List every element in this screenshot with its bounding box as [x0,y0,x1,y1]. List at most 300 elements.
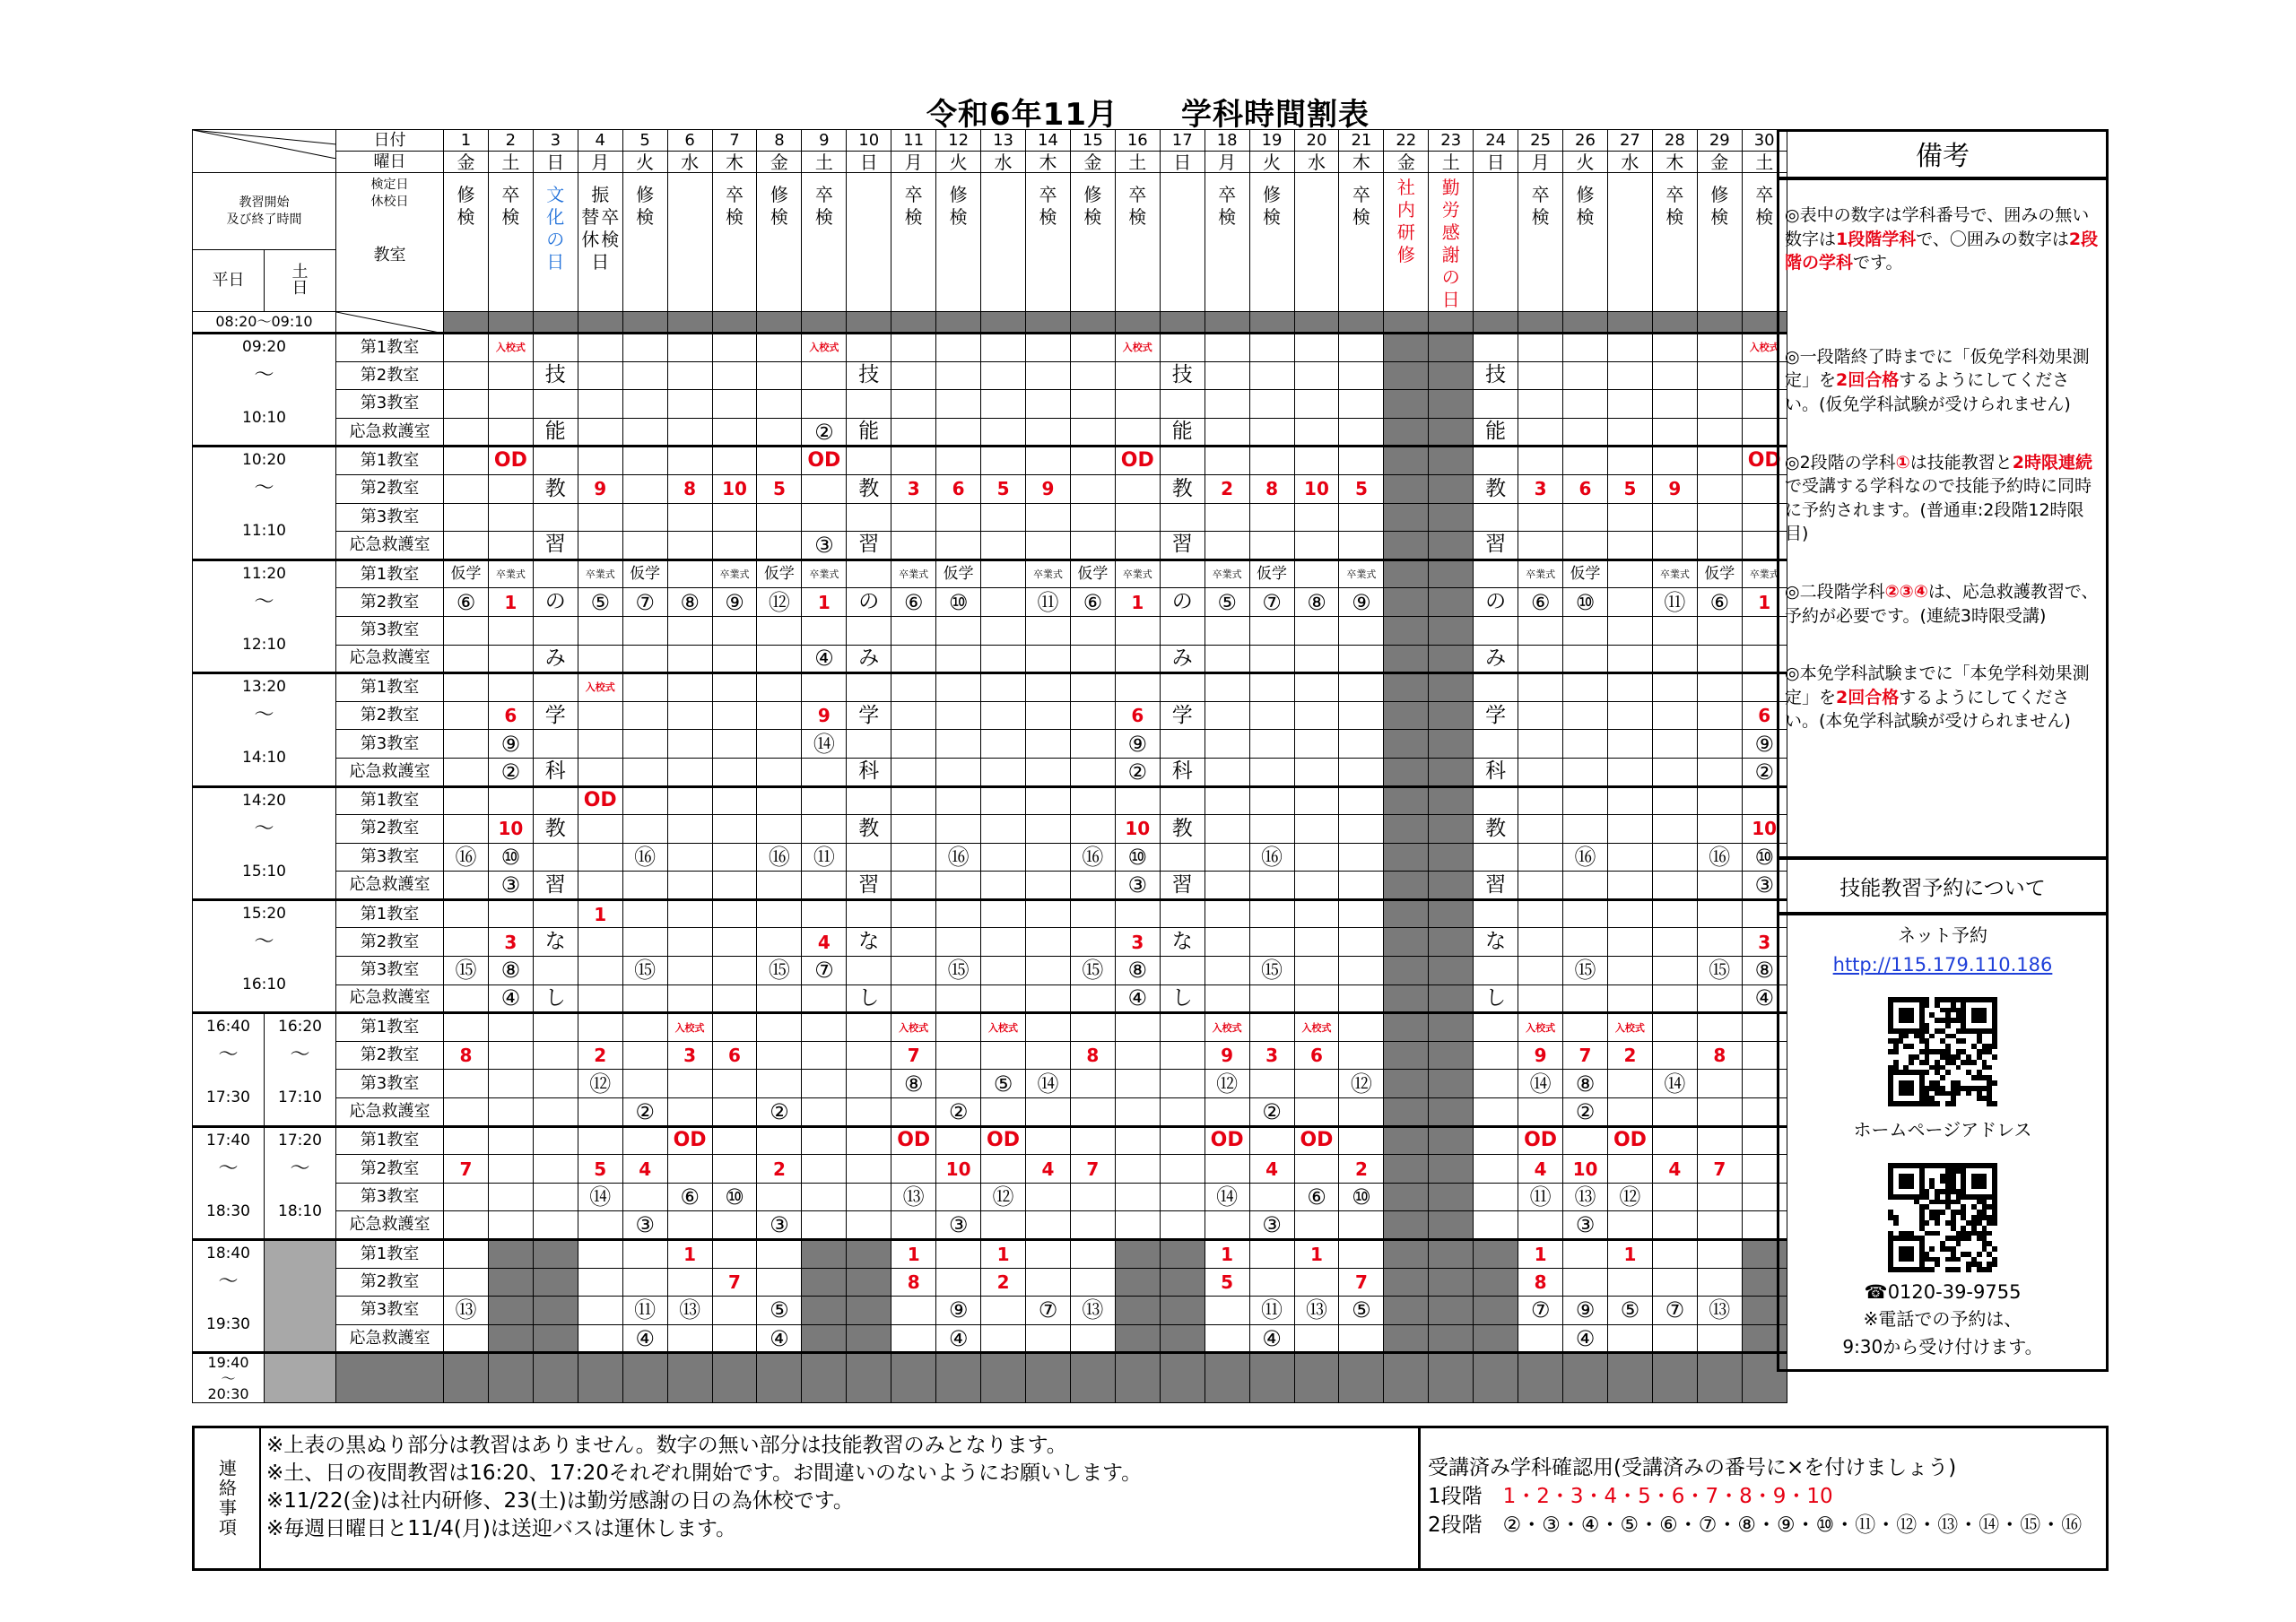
class-cell [712,503,757,532]
class-cell [488,1183,533,1211]
class-cell [1429,474,1474,503]
class-cell [488,616,533,645]
closed-cell [1025,1353,1070,1403]
class-cell [1384,588,1429,617]
class-cell [891,815,936,844]
date-cell: 3 [533,130,578,152]
class-cell [488,1013,533,1042]
exam-cell: 卒 検 [1025,173,1070,312]
class-cell [488,1297,533,1325]
class-cell [981,872,1026,900]
class-cell [1563,673,1608,702]
dow-cell: 土 [802,152,847,173]
remarks-panel [1777,178,2109,859]
class-cell [712,843,757,872]
class-cell [1429,872,1474,900]
class-cell [622,418,667,447]
class-cell: ⑬ [1070,1297,1115,1325]
closed-cell [336,1353,444,1403]
class-cell [444,758,489,786]
class-cell [1070,1324,1115,1353]
class-cell [533,899,578,928]
class-cell [757,786,802,815]
class-cell [1607,758,1652,786]
class-cell [1429,1098,1474,1127]
class-cell [667,928,712,957]
class-cell [444,334,489,362]
class-cell [444,1013,489,1042]
class-cell: 仮学 [936,559,981,588]
class-cell: 8 [1518,1268,1563,1297]
class-cell: 卒業式 [1205,559,1249,588]
class-cell [1115,616,1160,645]
class-cell: 2 [981,1268,1026,1297]
stage2-row [1428,1511,2099,1540]
classroom-label: 応急救護室 [336,418,444,447]
net-reservation-label: ネット予約 [1898,924,1987,946]
dow-cell: 日 [1474,152,1518,173]
class-cell [1384,1126,1429,1155]
class-cell [1652,984,1697,1013]
class-cell: ⑥ [891,588,936,617]
class-cell [444,645,489,673]
time-slot-weekday: 15:20 ～ 16:10 [193,899,336,1012]
exam-cell: 修 検 [1070,173,1115,312]
class-cell [1294,1098,1339,1127]
class-cell [1607,701,1652,730]
class-cell [802,1211,847,1240]
class-cell [1563,418,1608,447]
class-cell [1429,928,1474,957]
date-cell: 11 [891,130,936,152]
class-cell: 8 [1249,474,1294,503]
class-cell [1249,786,1294,815]
class-cell [891,334,936,362]
date-cell: 4 [578,130,622,152]
class-cell [622,390,667,419]
date-cell: 17 [1160,130,1205,152]
class-cell [622,503,667,532]
closed-cell [1294,1353,1339,1403]
class-cell [757,815,802,844]
classroom-label: 第1教室 [336,899,444,928]
class-cell [981,1098,1026,1127]
date-cell: 2 [488,130,533,152]
dow-cell: 水 [981,152,1026,173]
class-cell: 入校式 [1607,1013,1652,1042]
class-cell: ⑦ [802,957,847,985]
class-cell [1429,1070,1474,1098]
class-cell [757,1268,802,1297]
class-cell [1384,1070,1429,1098]
class-cell: 1 [1205,1240,1249,1269]
class-cell [578,447,622,475]
class-cell [891,447,936,475]
class-cell [1697,1070,1742,1098]
class-cell [1205,758,1249,786]
classroom-label: 第1教室 [336,786,444,815]
exam-cell: 卒 検 [1115,173,1160,312]
class-cell: 仮学 [757,559,802,588]
class-cell: ⑪ [622,1297,667,1325]
class-cell [1607,1268,1652,1297]
class-cell [1294,418,1339,447]
dow-cell: 木 [1652,152,1697,173]
class-cell [1115,1324,1160,1353]
class-cell [1025,928,1070,957]
class-cell: ⑯ [444,843,489,872]
class-cell [891,361,936,390]
class-cell: ④ [488,984,533,1013]
class-cell [1518,843,1563,872]
class-cell [1070,928,1115,957]
class-cell [1652,361,1697,390]
class-cell [1025,1126,1070,1155]
exam-cell [1160,173,1205,312]
class-cell [1249,645,1294,673]
closed-cell [1160,312,1205,334]
class-cell [1474,559,1518,588]
class-cell [667,843,712,872]
class-cell: 入校式 [667,1013,712,1042]
class-cell [1249,899,1294,928]
class-cell [1607,334,1652,362]
class-cell [1652,616,1697,645]
class-cell: 5 [1607,474,1652,503]
class-cell: ⑪ [1652,588,1697,617]
class-cell [1429,1324,1474,1353]
class-cell [578,361,622,390]
class-cell [1384,418,1429,447]
class-cell: み [533,645,578,673]
class-cell [444,928,489,957]
class-cell [1070,730,1115,759]
closed-cell [847,1353,891,1403]
time-slot-weekday: 18:40 ～ 19:30 [193,1240,265,1353]
qr-code-icon[interactable] [1888,997,1997,1106]
class-cell [1474,503,1518,532]
class-cell: ⑩ [1742,843,1787,872]
class-cell [757,1070,802,1098]
class-cell [578,1240,622,1269]
homepage-address-label: ホームページアドレス [1853,1119,2032,1141]
class-cell [1607,361,1652,390]
dow-cell: 土 [1429,152,1474,173]
class-cell [1474,1070,1518,1098]
class-cell [578,616,622,645]
class-cell: ⑮ [1563,957,1608,985]
class-cell [1697,786,1742,815]
class-cell [757,899,802,928]
class-cell [936,1041,981,1070]
class-cell [936,758,981,786]
class-cell [622,361,667,390]
classroom-label: 応急救護室 [336,1324,444,1353]
class-cell [1339,447,1384,475]
class-cell: 7 [1697,1155,1742,1184]
class-cell: ⑥ [1697,588,1742,617]
class-cell [712,1297,757,1325]
time-slot-weekday: 16:40 ～ 17:30 [193,1013,265,1126]
class-cell [1652,418,1697,447]
dow-cell: 火 [622,152,667,173]
class-cell: 入校式 [1115,334,1160,362]
class-cell [1205,418,1249,447]
date-cell: 1 [444,130,489,152]
class-cell [1474,447,1518,475]
class-cell [1070,1240,1115,1269]
class-cell [444,1211,489,1240]
exam-cell: 修 検 [757,173,802,312]
class-cell: 能 [847,418,891,447]
class-cell [981,899,1026,928]
class-cell [1607,616,1652,645]
class-cell [667,673,712,702]
class-cell: ⑧ [1742,957,1787,985]
class-cell: 入校式 [1742,334,1787,362]
closed-cell [1384,312,1429,334]
class-cell [1115,1070,1160,1098]
time-slot-weekend: 17:20 ～ 18:10 [265,1126,336,1239]
class-cell [578,1211,622,1240]
class-cell [936,701,981,730]
class-cell: 習 [847,532,891,560]
closed-cell [1652,312,1697,334]
class-cell [1294,957,1339,985]
class-cell [1294,928,1339,957]
class-cell: ⑩ [1339,1183,1384,1211]
class-cell [622,1126,667,1155]
class-cell [444,1070,489,1098]
classroom-label: 第1教室 [336,334,444,362]
class-cell [1429,730,1474,759]
class-cell: 仮学 [1070,559,1115,588]
class-cell [1205,899,1249,928]
class-cell: ⑨ [1115,730,1160,759]
class-cell [757,1126,802,1155]
class-cell [891,786,936,815]
class-cell [1339,872,1384,900]
time-1940: 19:40 ～ 20:30 [193,1353,265,1403]
class-cell [1474,673,1518,702]
class-cell [1518,1211,1563,1240]
class-cell: ⑥ [1518,588,1563,617]
class-cell [891,701,936,730]
class-cell [1160,843,1205,872]
class-cell: ⑫ [981,1183,1026,1211]
dow-cell: 木 [1025,152,1070,173]
class-cell [1697,361,1742,390]
class-cell [1115,1098,1160,1127]
class-cell [533,673,578,702]
class-cell: ③ [1115,872,1160,900]
class-cell: 10 [1294,474,1339,503]
class-cell [891,673,936,702]
class-cell: ⑬ [1294,1297,1339,1325]
class-cell: 8 [444,1041,489,1070]
class-cell: ③ [622,1211,667,1240]
class-cell [802,1268,847,1297]
closed-cell [578,1353,622,1403]
classroom-label: 第3教室 [336,390,444,419]
class-cell: 教 [1160,474,1205,503]
class-cell: な [533,928,578,957]
class-cell [847,673,891,702]
class-cell [1384,447,1429,475]
class-cell: 4 [802,928,847,957]
class-cell [936,503,981,532]
class-cell [1025,503,1070,532]
class-cell [936,1070,981,1098]
note-line: ※土、日の夜間教習は16:20、17:20それぞれ開始です。お間違いのないようにお願いします。 [266,1462,1143,1486]
class-cell: ⑬ [1563,1183,1608,1211]
class-cell [1697,872,1742,900]
date-cell: 20 [1294,130,1339,152]
class-cell: の [533,588,578,617]
class-cell [1070,447,1115,475]
time-0820: 08:20～09:10 [193,312,336,334]
class-cell [757,503,802,532]
class-cell: 技 [533,361,578,390]
class-cell [1607,1155,1652,1184]
class-cell: ⑧ [488,957,533,985]
class-cell: 教 [1474,474,1518,503]
class-cell: ⑫ [1339,1070,1384,1098]
class-cell [1160,899,1205,928]
class-cell: 2 [1205,474,1249,503]
class-cell: OD [1294,1126,1339,1155]
class-cell [757,673,802,702]
class-cell [1115,361,1160,390]
class-cell [1384,1268,1429,1297]
class-cell: 教 [847,474,891,503]
class-cell [488,1240,533,1269]
exam-cell: 修 検 [1697,173,1742,312]
class-cell [622,701,667,730]
class-cell [533,1297,578,1325]
class-cell [936,730,981,759]
class-cell [1518,334,1563,362]
class-cell [488,1041,533,1070]
class-cell [891,928,936,957]
dow-cell: 土 [1115,152,1160,173]
exam-cell: 卒 検 [488,173,533,312]
class-cell: ⑯ [936,843,981,872]
class-cell [444,532,489,560]
class-cell [847,1098,891,1127]
class-cell: 科 [847,758,891,786]
class-cell [1697,730,1742,759]
class-cell: 入校式 [488,334,533,362]
contact-label: 連絡事項 [195,1428,261,1568]
class-cell [1607,899,1652,928]
class-cell [1249,390,1294,419]
class-cell: ⑪ [802,843,847,872]
class-cell: 入校式 [578,673,622,702]
class-cell [891,1297,936,1325]
qr-code-icon[interactable] [1888,1163,1997,1272]
reservation-url-link[interactable]: http://115.179.110.186 [1832,954,2053,976]
class-cell: ⑯ [757,843,802,872]
class-cell [578,1297,622,1325]
class-cell: ⑭ [1025,1070,1070,1098]
classroom-label: 第2教室 [336,474,444,503]
class-cell: ② [622,1098,667,1127]
class-cell [1249,815,1294,844]
class-cell [444,1098,489,1127]
class-cell: ⑨ [488,730,533,759]
closed-cell [667,312,712,334]
dow-cell: 火 [936,152,981,173]
class-cell [1160,503,1205,532]
class-cell: 卒業式 [1339,559,1384,588]
class-cell [1563,786,1608,815]
class-cell [1384,361,1429,390]
class-cell [622,673,667,702]
dow-cell: 水 [1294,152,1339,173]
date-cell: 8 [757,130,802,152]
class-cell [712,1155,757,1184]
class-cell [1160,673,1205,702]
dow-cell: 金 [757,152,802,173]
class-cell: 1 [802,588,847,617]
closed-cell [1339,1353,1384,1403]
class-cell [757,361,802,390]
class-cell: ⑤ [1607,1297,1652,1325]
class-cell [1249,1126,1294,1155]
closed-cell [712,312,757,334]
class-cell: ③ [488,872,533,900]
class-cell: ⑭ [802,730,847,759]
exam-cell [1607,173,1652,312]
class-cell: 7 [891,1041,936,1070]
class-cell [533,1098,578,1127]
class-cell: の [847,588,891,617]
closed-cell [757,1353,802,1403]
class-cell [1474,843,1518,872]
class-cell [802,1070,847,1098]
class-cell [891,872,936,900]
class-cell: ③ [1249,1211,1294,1240]
class-cell [1070,984,1115,1013]
closed-cell [1429,312,1474,334]
class-cell [1518,786,1563,815]
classroom-label: 応急救護室 [336,984,444,1013]
skill-reservation-title: 技能教習予約について [1777,857,2109,915]
class-cell [1518,532,1563,560]
class-cell [1339,616,1384,645]
class-cell [1205,1324,1249,1353]
closed-cell [981,1353,1026,1403]
class-cell [1384,872,1429,900]
class-cell: 教 [533,474,578,503]
class-cell [667,1155,712,1184]
class-cell [1205,334,1249,362]
time-slot-weekday: 11:20 ～ 12:10 [193,559,336,672]
class-cell [444,872,489,900]
class-cell: 仮学 [1249,559,1294,588]
class-cell: の [1474,588,1518,617]
class-cell: 卒業式 [712,559,757,588]
class-cell: 学 [1160,701,1205,730]
date-cell: 27 [1607,130,1652,152]
class-cell [1339,418,1384,447]
dow-cell: 月 [891,152,936,173]
class-cell: し [847,984,891,1013]
class-cell [1339,984,1384,1013]
closed-cell [1607,1353,1652,1403]
class-cell [1697,1183,1742,1211]
